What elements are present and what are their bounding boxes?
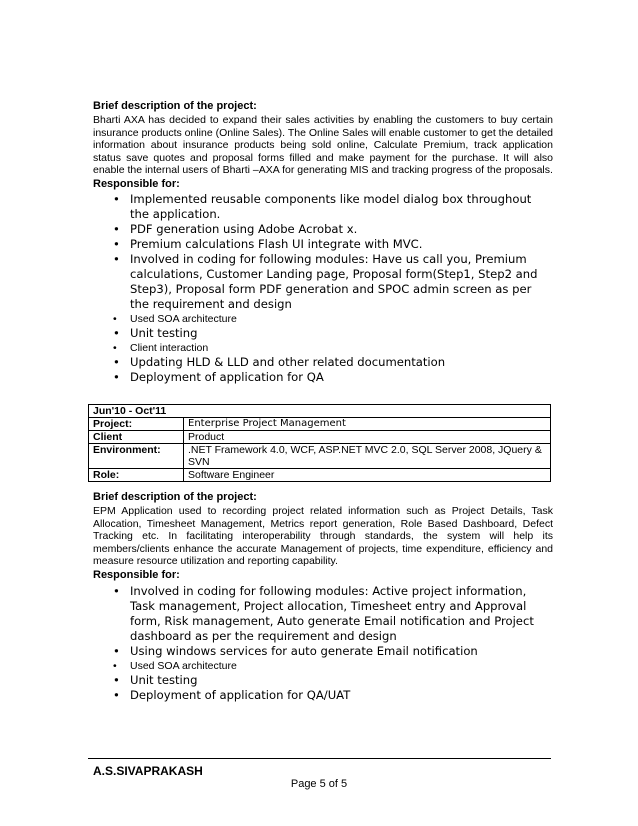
list-item: • Involved in coding for following modules: Active project information, Task management, Project allocation, Timesheet entry and Approval form, Risk management, Auto generate Email notification and Project dashboard as per the requirement and design <box>113 583 534 643</box>
list-item: • Used SOA architecture <box>113 312 237 325</box>
list-item: • Deployment of application for QA/UAT <box>113 687 351 702</box>
bullet-icon: • <box>113 687 120 702</box>
list-item: • Used SOA architecture <box>113 659 237 672</box>
list-item: • Premium calculations Flash UI integrate with MVC. <box>113 236 423 251</box>
page-number: Page 5 of 5 <box>290 778 348 790</box>
row-label: Environment: <box>89 444 184 469</box>
footer-divider <box>88 758 551 759</box>
footer-author: A.S.SIVAPRAKASH <box>93 764 203 778</box>
row-value: Product <box>184 431 551 444</box>
row-value: Enterprise Project Management <box>184 418 551 431</box>
project1-responsibility-list <box>93 192 553 385</box>
list-item: • Unit testing <box>113 325 198 340</box>
bullet-icon: • <box>113 312 117 325</box>
bullet-icon: • <box>113 325 120 340</box>
table-row <box>89 405 551 418</box>
bullet-icon: • <box>113 672 120 687</box>
bullet-icon: • <box>113 659 117 672</box>
table-row <box>89 469 551 482</box>
project2-section <box>93 491 553 703</box>
bullet-icon: • <box>113 191 120 206</box>
table-row <box>89 444 551 469</box>
project2-responsibility-list <box>93 584 553 703</box>
row-value: Software Engineer <box>184 469 551 482</box>
bullet-icon: • <box>113 221 120 236</box>
bullet-icon: • <box>113 643 120 658</box>
table-row <box>89 418 551 431</box>
list-item: • PDF generation using Adobe Acrobat x. <box>113 221 358 236</box>
project1-brief-heading: Brief description of the project: <box>93 100 257 112</box>
table-row <box>89 431 551 444</box>
bullet-icon: • <box>113 251 120 266</box>
project1-responsible-heading: Responsible for: <box>93 177 180 190</box>
period-cell: Jun'10 - Oct'11 <box>89 405 551 418</box>
row-label: Project: <box>89 418 184 431</box>
list-item: • Unit testing <box>113 672 198 687</box>
bullet-icon: • <box>113 583 120 598</box>
bullet-icon: • <box>113 354 120 369</box>
list-item: • Using windows services for auto generate Email notification <box>113 643 478 658</box>
project2-responsible-heading: Responsible for: <box>93 568 180 581</box>
project2-brief-text: EPM Application used to recording project related information such as Project Details, Task Allocation, Timesheet Management, Metrics report generation, Role Based Dashboard, Defect Tracking etc. In facilitating interoperability through standards, the system will help its members/clients enhance the accurate Management of projects, time expenditure, efficiency and measure resource utilization and reporting capability. <box>93 505 553 568</box>
project2-brief-heading: Brief description of the project: <box>93 491 257 503</box>
row-label: Client <box>89 431 184 444</box>
list-item: • Implemented reusable components like model dialog box throughout the application. <box>113 191 532 221</box>
bullet-icon: • <box>113 341 117 354</box>
project2-info-table <box>88 404 551 482</box>
list-item: • Involved in coding for following modules: Have us call you, Premium calculations, Customer Landing page, Proposal form(Step1, Step2 and Step3), Proposal form PDF generation and SPOC admin screen as per the requirement and design <box>113 251 538 311</box>
project1-section <box>93 100 553 385</box>
bullet-icon: • <box>113 369 120 384</box>
list-item: • Client interaction <box>113 341 209 354</box>
row-value: .NET Framework 4.0, WCF, ASP.NET MVC 2.0, SQL Server 2008, JQuery & SVN <box>184 444 551 469</box>
project1-brief-text: Bharti AXA has decided to expand their sales activities by enabling the customers to buy certain insurance products online (Online Sales). The Online Sales will enable customer to get the detailed information about insurance products being sold online, Calculate Premium, track application status save quotes and proposal forms filled and make payment for the purchase. It will also enable the internal users of Bharti –AXA for generating MIS and tracking progress of the proposals. <box>93 114 553 177</box>
bullet-icon: • <box>113 236 120 251</box>
row-label: Role: <box>89 469 184 482</box>
list-item: • Updating HLD & LLD and other related documentation <box>113 354 446 369</box>
list-item: • Deployment of application for QA <box>113 369 324 384</box>
